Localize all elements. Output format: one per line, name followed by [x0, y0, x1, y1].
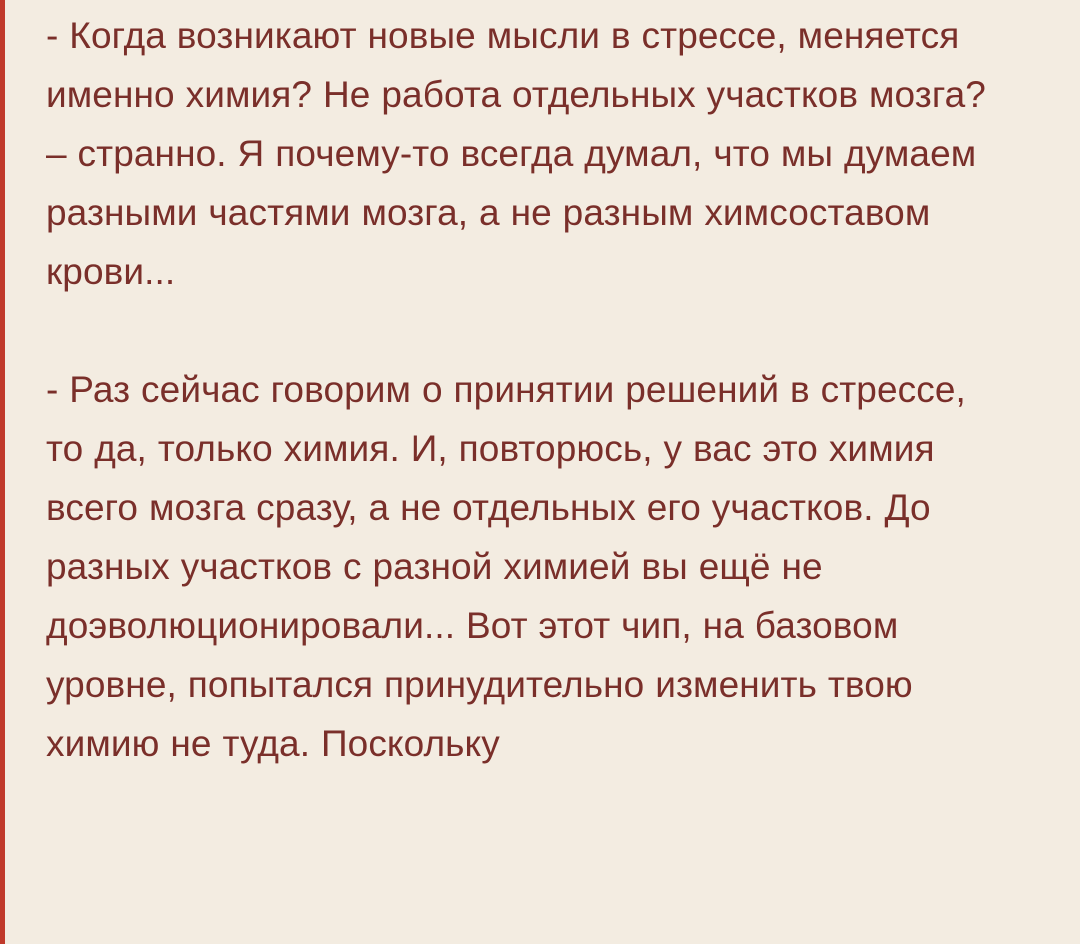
paragraph-2: - Раз сейчас говорим о принятии решений в стрессе, то да, только химия. И, повторюсь, у вас это химия всего мозга сразу, а не отдельных его участков. До разных участков с разной химией вы ещё не доэволюционировали... Вот этот чип, на базовом уровне, попытался принудительно изменить твою химию не туда. Поскольку	[46, 369, 966, 764]
left-margin-accent-bar	[0, 0, 5, 944]
paragraph-1: - Когда возникают новые мысли в стрессе, меняется именно химия? Не работа отдельных участков мозга? – странно. Я почему-то всегда думал, что мы думаем разными частями мозга, а не разным химсоставом крови...	[46, 15, 986, 292]
reading-text-container	[46, 0, 1006, 944]
